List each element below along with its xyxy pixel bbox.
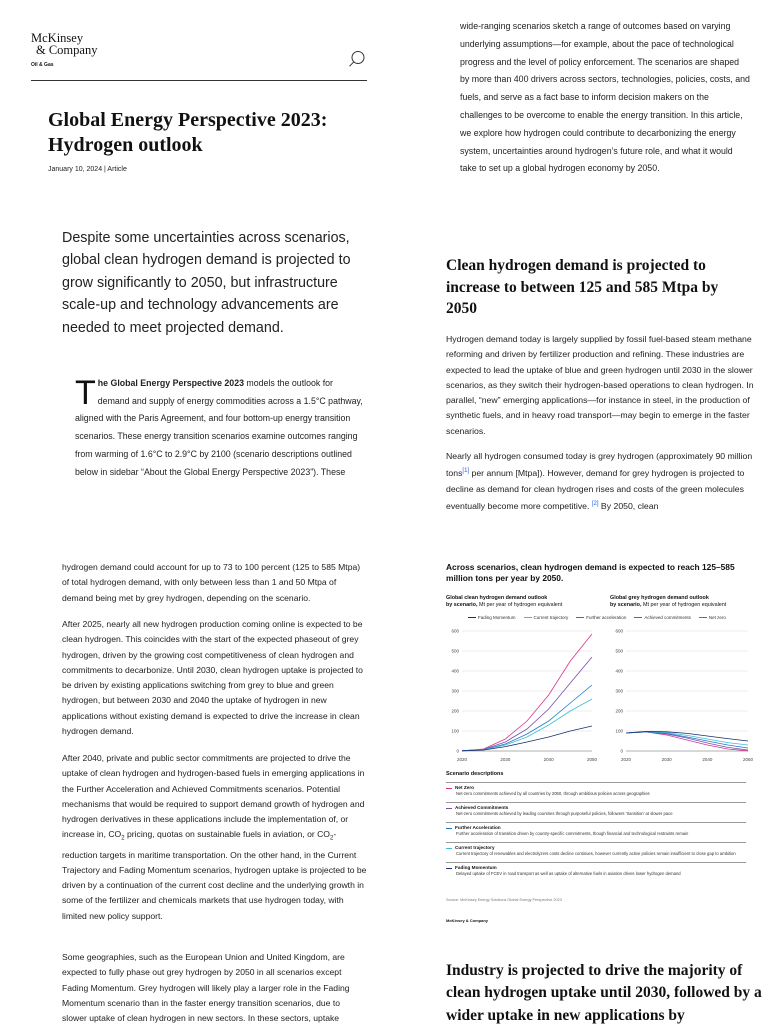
legend-label: Current trajectory	[533, 615, 569, 620]
series-line-fading-momentum	[462, 726, 592, 751]
scenario-row	[446, 822, 746, 842]
legend-label: Fading Momentum	[478, 615, 516, 620]
header-divider	[31, 80, 367, 81]
grey-chart-unit: Mt per year of hydrogen equivalent	[641, 602, 727, 608]
series-line-current-trajectory	[462, 699, 592, 751]
y-tick-label: 500	[451, 648, 459, 654]
scenario-swatch	[446, 828, 452, 829]
scenario-text: Current trajectory of renewables and electrolyzers costs decline continues, however currently active policies remain insufficient to close gap to ambition	[456, 851, 736, 856]
legend-swatch	[576, 617, 584, 618]
y-tick-label: 600	[615, 628, 623, 634]
intro-paragraph	[75, 375, 365, 481]
commit-text-1: After 2040, private and public sector commitments are projected to drive the uptake of clean hydrogen and hydrogen-based fuels in emerging applications in the Further Acceleration and Achieved Commitments scenarios. Potential mechanisms that would be required to support demand growth of hydrogen and hydrogen derivatives in these applications include the implementation of, or increase in, CO	[62, 753, 365, 840]
scenario-descriptions-title: Scenario descriptions	[446, 771, 504, 777]
x-tick-label: 2050	[742, 757, 754, 762]
grey-text-3: By 2050, clean	[598, 500, 659, 511]
y-tick-label: 100	[615, 728, 623, 734]
legend-swatch	[634, 617, 642, 618]
article-body-panel-2	[0, 540, 384, 1024]
supply-paragraph: Hydrogen demand today is largely supplied by fossil fuel-based steam methane reforming and driven by fertilizer production and refining. These industries are expected to lead the uptake of blue and green hydrogen until 2030 in the slower scenarios, as they switch their hydrogen-based operations to clean hydrogen. In parallel, “new” emerging applications—for instance in steel, in the production of synthetic fuels, and in heavy road transport—may begin to emerge in the faster scenarios.	[446, 334, 754, 436]
scenario-descriptions	[446, 782, 746, 892]
co2-subscript-2: 2	[330, 836, 334, 843]
search-icon	[348, 50, 366, 68]
x-tick-label: 2020	[620, 757, 632, 762]
scenario-name: Further Acceleration	[455, 825, 501, 830]
legend-label: Achieved commitments	[644, 615, 691, 620]
grey-chart-unit-bold: by scenario,	[610, 602, 642, 608]
series-line-achieved-commitments	[626, 732, 748, 750]
chart-legend	[468, 615, 768, 620]
scenario-text: Net-zero commitments achieved by all countries by 2050, through ambitious policies across geographies	[456, 791, 650, 796]
grey-chart-title-main: Global grey hydrogen demand outlook	[610, 595, 709, 601]
commit-text-2: pricing, quotas on sustainable fuels in aviation, or CO	[124, 829, 330, 840]
scenario-swatch	[446, 848, 452, 849]
x-tick-label: 2050	[586, 757, 598, 762]
commitments-paragraph	[62, 751, 367, 924]
footnote-link-2[interactable]: [2]	[591, 500, 599, 507]
intro-text: models the outlook for demand and supply of energy commodities across a 1.5°C pathway, aligned with the Paris Agreement, and four bottom-up energy transition scenarios. These energy transition scenarios examine outcomes ranging from warming of 1.6°C to 2.9°C by 2100 (scenario descriptions outlined below in sidebar “About the Global Energy Perspective 2023”). These	[75, 378, 363, 477]
x-tick-label: 2030	[500, 757, 511, 762]
legend-item	[699, 615, 726, 620]
legend-label: Further acceleration	[586, 615, 627, 620]
scenario-name: Current trajectory	[455, 845, 495, 850]
series-line-further-acceleration	[462, 685, 592, 751]
clean-chart-unit-bold: by scenario,	[446, 602, 478, 608]
exhibit-title: Across scenarios, clean hydrogen demand is expected to reach 125–585 million tons per year by 2050.	[446, 562, 735, 583]
grey-hydrogen-chart	[610, 625, 752, 765]
exhibit-panel	[384, 540, 768, 1024]
legend-item	[468, 615, 516, 620]
y-tick-label: 200	[615, 708, 623, 714]
section-label[interactable]: Oil & Gas	[31, 62, 54, 68]
y-tick-label: 300	[615, 688, 623, 694]
scenario-row	[446, 842, 746, 862]
scenario-swatch	[446, 808, 452, 809]
grey-hydrogen-paragraph	[446, 449, 768, 514]
series-line-net-zero	[462, 634, 592, 751]
logo-line-1: McKinsey	[31, 31, 84, 45]
grey-chart-title	[610, 595, 726, 609]
y-tick-label: 200	[451, 708, 459, 714]
y-tick-label: 0	[456, 748, 459, 754]
scenario-row	[446, 802, 746, 822]
geographies-paragraph: Some geographies, such as the European Union and United Kingdom, are expected to fully phase out grey hydrogen by 2050 in all scenarios except Fading Momentum. Grey hydrogen will likely play a larger role in the Fading Momentum scenario than in the faster energy transition scenarios, due to slower uptake of clean hydrogen in new sectors. In these sectors, uptake	[62, 952, 350, 1024]
y-tick-label: 0	[620, 748, 623, 754]
legend-item	[524, 615, 569, 620]
logo-line-2: & Company	[36, 43, 98, 57]
scenario-row	[446, 862, 746, 882]
x-tick-label: 2040	[543, 757, 554, 762]
legend-item	[576, 615, 626, 620]
co2-subscript-1: 2	[121, 836, 125, 843]
series-line-fading-momentum	[626, 731, 748, 741]
x-tick-label: 2040	[702, 757, 713, 762]
legend-item	[634, 615, 691, 620]
intro-bold-lead: he Global Energy Perspective 2023	[97, 378, 244, 388]
y-tick-label: 400	[615, 668, 623, 674]
search-button[interactable]	[348, 50, 366, 68]
clean-chart-title-main: Global clean hydrogen demand outlook	[446, 595, 548, 601]
production-paragraph: After 2025, nearly all new hydrogen production coming online is expected to be clean hydrogen. This coincides with the start of the expected phaseout of grey hydrogen, driven by the growing cost competitiveness of clean hydrogen and commitments to decarbonize. Until 2030, clean hydrogen uptake is projected to be driven by existing applications switching from grey to blue and green hydrogen, but between 2030 and 2040 the uptake of hydrogen in new applications without existing demand is expected to drive the increase in clean hydrogen demand.	[62, 619, 363, 737]
mckinsey-logo[interactable]	[31, 32, 97, 68]
exhibit-source: Source: McKinsey Energy Solutions Global Energy Perspective 2023	[446, 898, 562, 902]
y-tick-label: 100	[451, 728, 459, 734]
section-heading-industry: Industry is projected to drive the majority of clean hydrogen uptake until 2030, followed by a wider uptake in new applications by	[446, 962, 762, 1024]
scenario-name: Achieved Commitments	[455, 805, 509, 810]
scenario-text: Net-zero commitments achieved by leading countries through purposeful policies, followers ‘transition’ at slower pace	[456, 811, 673, 816]
drop-cap: T	[75, 374, 96, 412]
scenario-paragraph: wide-ranging scenarios sketch a range of outcomes based on varying underlying assumptions—for example, about the pace of technological progress and the level of policy enforcement. The scenarios are shaped by more than 400 drivers across sectors, technologies, policies, costs, and fuels, and serve as a fact base to inform decision makers on the challenges to be overcome to enable the energy transition. In this article, we explore how hydrogen could contribute to decarbonizing the energy system, uncertainties around hydrogen’s future role, and what it would take to set up a global hydrogen economy by 2050.	[460, 21, 750, 174]
y-tick-label: 300	[451, 688, 459, 694]
article-body-panel-1	[384, 0, 768, 540]
section-heading-demand: Clean hydrogen demand is projected to increase to between 125 and 585 Mtpa by 2050	[446, 257, 719, 318]
grey-text-1: Nearly all hydrogen consumed today is grey hydrogen (approximately 90 million tons	[446, 451, 753, 479]
legend-swatch	[524, 617, 532, 618]
scenario-name: Net Zero	[455, 785, 475, 790]
share-paragraph: hydrogen demand could account for up to 73 to 100 percent (125 to 585 Mtpa) of total hydrogen demand, with only between less than 1 and 50 Mtpa of demand being met by grey hydrogen, depending on the scenario.	[62, 562, 361, 603]
scenario-swatch	[446, 868, 452, 869]
clean-hydrogen-chart	[446, 625, 596, 765]
y-tick-label: 600	[451, 628, 459, 634]
legend-swatch	[468, 617, 476, 618]
y-tick-label: 500	[615, 648, 623, 654]
grey-text-2: per annum [Mtpa]). However, demand for grey hydrogen is projected to decline as demand for clean hydrogen rises and costs of the green molecules eventually become more competitive.	[446, 468, 745, 511]
exhibit-brand: McKinsey & Company	[446, 918, 489, 923]
commit-text-3: -reduction targets in maritime transportation. On the other hand, in the Current Trajectory and Fading Momentum scenarios, hydrogen uptake is projected to be driven by a continuation of the current cost decline and the underlying growth in some of the fertilizer and chemicals markets that use hydrogen today, with limited new policy support.	[62, 829, 367, 921]
scenario-name: Fading Momentum	[455, 865, 497, 870]
legend-swatch	[699, 617, 707, 618]
x-tick-label: 2020	[456, 757, 468, 762]
clean-chart-unit: Mt per year of hydrogen equivalent	[477, 602, 563, 608]
page-title: Global Energy Perspective 2023: Hydrogen outlook	[48, 109, 328, 156]
x-tick-label: 2030	[661, 757, 672, 762]
clean-chart-title	[446, 595, 562, 609]
legend-label: Net zero	[708, 615, 726, 620]
scenario-text: Delayed uptake of FCEV in road transport as well as uptake of alternative fuels in aviation drives lower hydrogen demand	[456, 871, 681, 876]
scenario-text: Further acceleration of transition driven by country-specific commitments, though financial and technological restraints remain	[456, 831, 689, 836]
article-lede: Despite some uncertainties across scenarios, global clean hydrogen demand is projected to grow significantly to 2050, but infrastructure scale-up and technology advancements are needed to meet projected demand.	[62, 230, 351, 336]
article-header-panel	[0, 0, 384, 540]
scenario-swatch	[446, 788, 452, 789]
article-meta: January 10, 2024 | Article	[48, 166, 127, 173]
footnote-link-1[interactable]: [1]	[462, 468, 470, 475]
y-tick-label: 400	[451, 668, 459, 674]
scenario-row	[446, 782, 746, 802]
